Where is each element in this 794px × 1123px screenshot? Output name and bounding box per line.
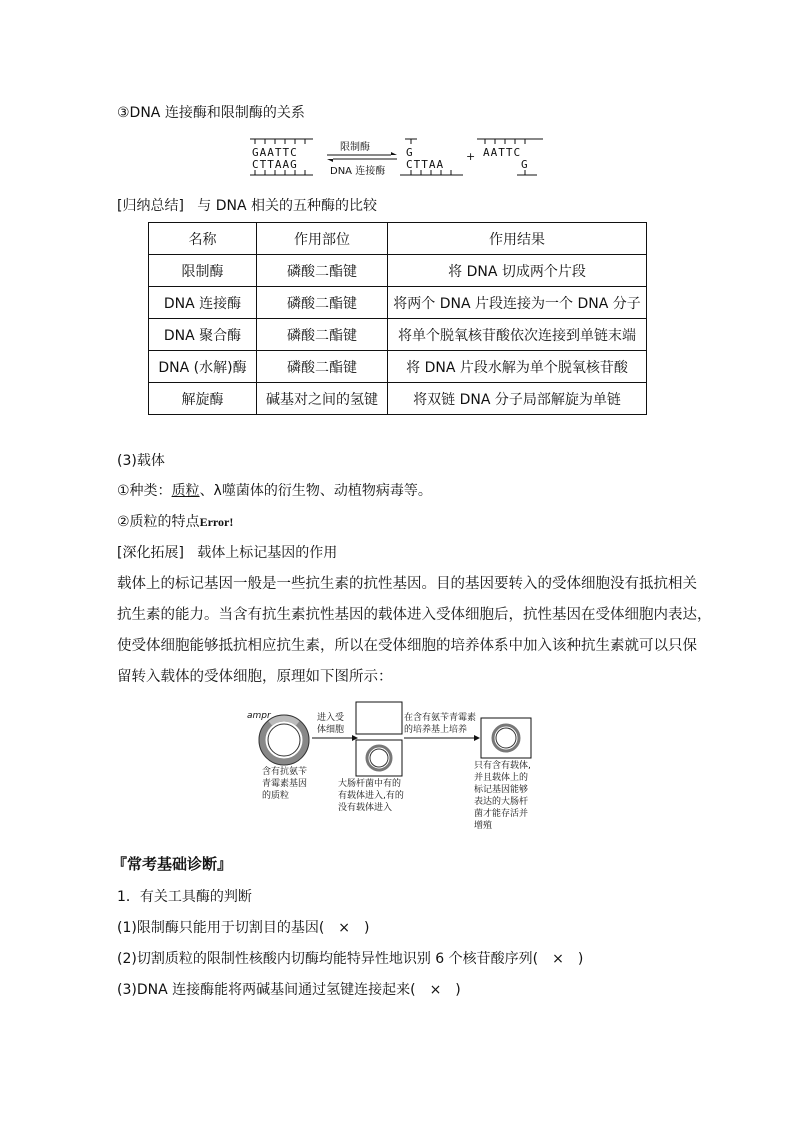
- caption-line: 青霉素基因: [262, 779, 308, 789]
- table-cell: 磷酸二酯键: [257, 255, 388, 287]
- table-row: [149, 255, 647, 287]
- table-cell: 将单个脱氧核苷酸依次连接到单链末端: [388, 319, 647, 351]
- caption-line: 有载体进入,有的: [338, 791, 404, 801]
- plasmid-features: [117, 513, 233, 531]
- table-cell: 磷酸二酯键: [257, 287, 388, 319]
- left-bottom-seq: CTTAAG: [252, 158, 298, 171]
- caption-line: 体细胞: [317, 725, 345, 735]
- empty-cell-box: [356, 702, 402, 734]
- right-top-seq: AATTC: [483, 146, 522, 159]
- carrier-title: (3)载体: [117, 453, 165, 469]
- table-header: 名称: [149, 223, 257, 255]
- table-row: [149, 319, 647, 351]
- question-item: (2)切割质粒的限制性核酸内切酶均能特异性地识别 6 个核苷酸序列( × ): [117, 951, 584, 967]
- caption-line: 菌才能存活并: [474, 809, 529, 819]
- table-cell: 解旋酶: [149, 383, 257, 415]
- summary-heading: [117, 197, 377, 215]
- caption-line: 只有含有载体,: [474, 761, 531, 771]
- right-bottom-seq: G: [521, 158, 529, 171]
- question-item: (3)DNA 连接酶能将两碱基间通过氢键连接起来( × ): [117, 982, 461, 998]
- table-cell: 将两个 DNA 片段连接为一个 DNA 分子: [388, 287, 647, 319]
- caption-line: 表达的大肠杆: [474, 797, 529, 807]
- question-item: (1)限制酶只能用于切割目的基因( × ): [117, 920, 370, 936]
- table-cell: 磷酸二酯键: [257, 319, 388, 351]
- caption-line: 的质粒: [262, 791, 290, 801]
- bacteria-caption: [338, 778, 404, 814]
- plasmid-caption: [262, 766, 307, 802]
- table-header: 作用结果: [388, 223, 647, 255]
- carrier-types-rest: 、λ噬菌体的衍生物、动植物病毒等。: [199, 483, 432, 499]
- paragraph-line: 留转入载体的受体细胞，原理如下图所示：: [117, 669, 393, 685]
- mid-top-seq: G: [406, 146, 414, 159]
- expand-title: 载体上标记基因的作用: [197, 545, 338, 561]
- table-cell: DNA 聚合酶: [149, 319, 257, 351]
- table-header: 作用部位: [257, 223, 388, 255]
- caption-line: 进入受: [317, 713, 345, 723]
- table-cell: 将 DNA 切成两个片段: [388, 255, 647, 287]
- question-group-title: 1．有关工具酶的判断: [117, 889, 252, 905]
- plus-sign: +: [466, 150, 476, 163]
- table-row: [149, 383, 647, 415]
- table-row: [149, 287, 647, 319]
- restriction-enzyme-label: 限制酶: [340, 142, 370, 153]
- caption-line: 增殖: [474, 821, 493, 831]
- result-caption: [474, 760, 531, 832]
- plasmid-icon: [259, 715, 309, 765]
- table-cell: 碱基对之间的氢键: [257, 383, 388, 415]
- mid-bottom-seq: CTTAA: [406, 158, 445, 171]
- amp-label: ampr: [247, 711, 271, 721]
- paragraph-line: 抗生素的能力。当含有抗生素抗性基因的载体进入受体细胞后，抗性基因在受体细胞内表达，: [117, 607, 712, 623]
- left-top-seq: GAATTC: [252, 146, 298, 159]
- caption-line: 的培养基上培养: [404, 725, 468, 735]
- table-header-row: [149, 223, 647, 255]
- caption-line: 大肠杆菌中有的: [338, 779, 402, 789]
- caption-line: 并且载体上的: [474, 773, 529, 783]
- plasmid-error: Error!: [199, 515, 234, 529]
- caption-line: 含有抗氨苄: [262, 767, 308, 777]
- table-cell: DNA (水解)酶: [149, 351, 257, 383]
- carrier-types: [117, 482, 432, 500]
- carrier-types-prefix: ①种类：: [117, 483, 172, 499]
- table-cell: 限制酶: [149, 255, 257, 287]
- plasmid-features-label: ②质粒的特点: [117, 514, 200, 530]
- table-row: [149, 351, 647, 383]
- enzyme-comparison-table: [148, 222, 647, 415]
- table-cell: 将 DNA 片段水解为单个脱氧核苷酸: [388, 351, 647, 383]
- table-cell: DNA 连接酶: [149, 287, 257, 319]
- table-cell: 将双链 DNA 分子局部解旋为单链: [388, 383, 647, 415]
- plasmid-term: 质粒: [171, 483, 200, 499]
- section-title: ③DNA 连接酶和限制酶的关系: [117, 105, 305, 121]
- paragraph-line: 使受体细胞能够抵抗相应抗生素，所以在受体细胞的培养体系中加入该种抗生素就可以只保: [117, 638, 697, 654]
- diagnosis-heading: 『常考基础诊断』: [112, 855, 233, 873]
- caption-line: 标记基因能够: [474, 785, 529, 795]
- expand-tag: [深化拓展]: [117, 545, 184, 561]
- arrow2-label: [404, 712, 476, 736]
- expand-heading: [117, 544, 337, 562]
- paragraph-line: 载体上的标记基因一般是一些抗生素的抗性基因。目的基因要转入的受体细胞没有抵抗相关: [117, 576, 697, 592]
- table-cell: 磷酸二酯键: [257, 351, 388, 383]
- summary-title: 与 DNA 相关的五种酶的比较: [197, 198, 378, 214]
- caption-line: 没有载体进入: [338, 803, 393, 813]
- arrow1-label: [317, 712, 344, 736]
- ligase-label: DNA 连接酶: [330, 166, 386, 177]
- summary-tag: [归纳总结]: [117, 198, 184, 214]
- caption-line: 在含有氨苄青霉素: [404, 713, 477, 723]
